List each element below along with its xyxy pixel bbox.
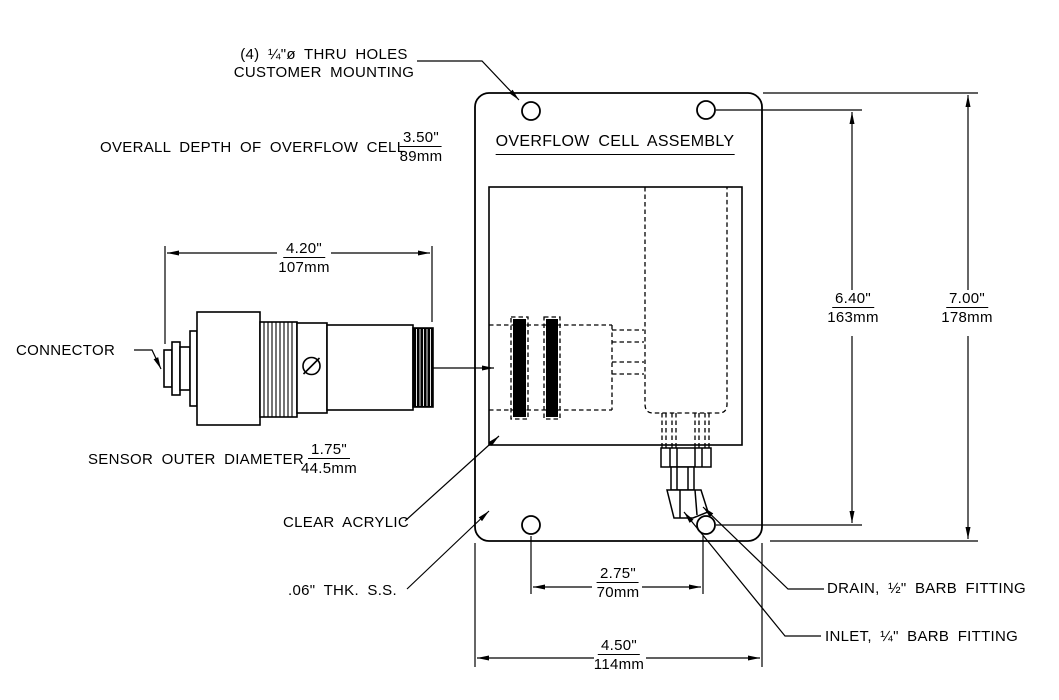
label-plate-material: .06" THK. S.S. [288,582,397,599]
label-connector: CONNECTOR [16,342,116,359]
dim-hole-spacing-v [827,290,879,326]
connector-step [172,342,180,395]
dim-inches: 6.40" [832,290,874,308]
callout-thru-holes-line2: CUSTOMER MOUNTING [233,64,415,81]
sensor-knurled-cap [413,328,433,407]
mounting-hole-top-left [522,102,540,120]
dim-sensor-length [278,240,330,276]
dim-inches: 4.50" [598,637,640,655]
label-drain: DRAIN, ½" BARB FITTING [827,580,1026,597]
mounting-hole-bottom-left [522,516,540,534]
drawing-title: OVERFLOW CELL ASSEMBLY [496,133,735,155]
dim-mm: 70mm [596,584,640,601]
connector-flange [190,331,197,406]
label-inlet: INLET, ¼" BARB FITTING [825,628,1019,645]
electrode-bar [513,319,526,417]
dim-mm: 89mm [399,148,443,165]
connector-step [180,347,190,390]
mounting-hole-top-right [697,101,715,119]
callout-thru-holes-line1: (4) ¼"ø THRU HOLES [240,46,408,63]
label-overall-depth: OVERALL DEPTH OF OVERFLOW CELL [100,139,406,156]
sensor [164,312,433,425]
dim-plate-width [594,637,644,673]
label-clear-acrylic: CLEAR ACRYLIC [283,514,410,531]
connector-tip [164,350,172,387]
dim-hole-spacing-h [597,565,640,601]
dim-inches: 2.75" [597,565,639,583]
dim-inches: 7.00" [946,290,988,308]
dim-plate-height [941,290,993,326]
dim-mm: 178mm [941,309,993,326]
dim-inches: 3.50" [400,129,442,147]
dim-sensor-od [301,441,357,477]
dim-inches: 4.20" [283,240,325,258]
callout-thru-holes [234,46,415,82]
dim-mm: 107mm [278,259,330,276]
mounting-plate [475,93,762,541]
dim-overall-depth [400,129,443,165]
sensor-head [197,312,260,425]
label-sensor-od: SENSOR OUTER DIAMETER [88,451,304,468]
leader-plate-material [407,511,489,589]
sensor-body [327,325,413,410]
dim-mm: 114mm [593,656,645,673]
leader-connector [134,350,161,369]
electrode-bar [546,319,558,417]
dim-mm: 44.5mm [301,460,357,477]
dim-inches: 1.75" [308,441,350,459]
dim-mm: 163mm [827,309,879,326]
